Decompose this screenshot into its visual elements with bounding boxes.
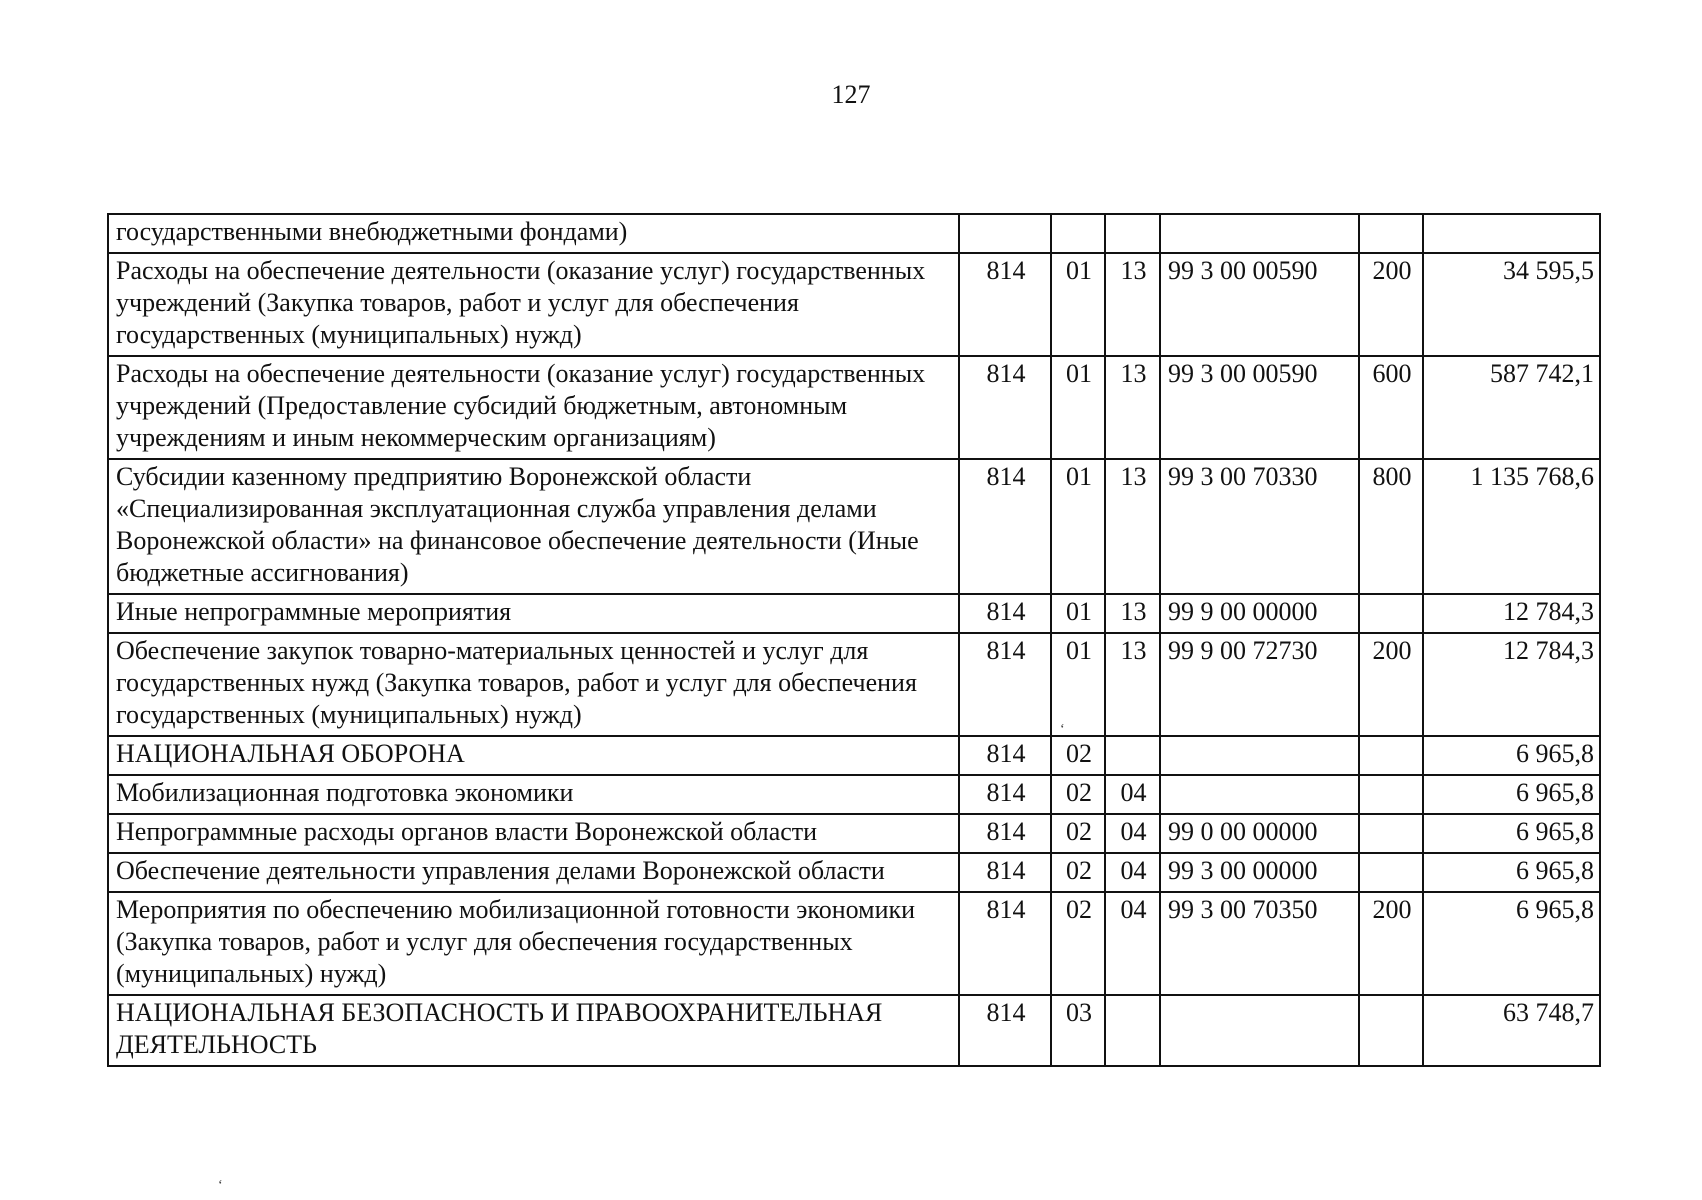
section-code-cell: 02 — [1051, 892, 1105, 995]
row-name-cell: Иные непрограммные мероприятия — [108, 594, 959, 633]
section-code-cell — [1051, 214, 1105, 253]
expense-type-code-cell — [1359, 775, 1423, 814]
target-article-code-cell: 99 3 00 00590 — [1160, 253, 1359, 356]
section-code-cell: 02 — [1051, 814, 1105, 853]
row-name-cell: Субсидии казенному предприятию Воронежской области «Специализированная эксплуатационная служба управления делами Воронежской области» на финансовое обеспечение деятельности (Иные бюджетные ассигнования) — [108, 459, 959, 594]
amount-cell: 6 965,8 — [1423, 736, 1600, 775]
table-row — [108, 594, 1600, 633]
table-row — [108, 356, 1600, 459]
table-row — [108, 214, 1600, 253]
expense-type-code-cell: 200 — [1359, 253, 1423, 356]
expense-type-code-cell: 600 — [1359, 356, 1423, 459]
target-article-code-cell: 99 3 00 00000 — [1160, 853, 1359, 892]
subsection-code-cell: 13 — [1105, 633, 1160, 736]
budget-table — [107, 213, 1601, 1067]
amount-cell: 34 595,5 — [1423, 253, 1600, 356]
target-article-code-cell: 99 3 00 70350 — [1160, 892, 1359, 995]
expense-type-code-cell — [1359, 214, 1423, 253]
expense-type-code-cell — [1359, 853, 1423, 892]
section-code-cell: 01 — [1051, 459, 1105, 594]
section-code-cell: 02 — [1051, 775, 1105, 814]
subsection-code-cell — [1105, 995, 1160, 1066]
section-code-cell: 01 — [1051, 633, 1105, 736]
amount-cell: 6 965,8 — [1423, 775, 1600, 814]
expense-type-code-cell: 800 — [1359, 459, 1423, 594]
section-code-cell: 03 — [1051, 995, 1105, 1066]
ministry-code-cell: 814 — [959, 775, 1051, 814]
amount-cell: 6 965,8 — [1423, 892, 1600, 995]
table-row — [108, 775, 1600, 814]
table-row — [108, 814, 1600, 853]
row-name-cell: Расходы на обеспечение деятельности (оказание услуг) государственных учреждений (Предоставление субсидий бюджетным, автономным учреждениям и иным некоммерческим организациям) — [108, 356, 959, 459]
row-name-cell: Обеспечение деятельности управления делами Воронежской области — [108, 853, 959, 892]
ministry-code-cell: 814 — [959, 892, 1051, 995]
expense-type-code-cell — [1359, 594, 1423, 633]
target-article-code-cell: 99 3 00 70330 — [1160, 459, 1359, 594]
subsection-code-cell: 04 — [1105, 814, 1160, 853]
row-name-cell: Мобилизационная подготовка экономики — [108, 775, 959, 814]
table-row — [108, 995, 1600, 1066]
scan-mark: ‘ — [218, 1178, 223, 1193]
subsection-code-cell — [1105, 736, 1160, 775]
row-name-cell: Обеспечение закупок товарно-материальных ценностей и услуг для государственных нужд (Закупка товаров, работ и услуг для обеспечения государственных (муниципальных) нужд) — [108, 633, 959, 736]
section-code-cell: 01 — [1051, 356, 1105, 459]
amount-cell: 1 135 768,6 — [1423, 459, 1600, 594]
section-code-cell: 01 — [1051, 253, 1105, 356]
row-name-cell: Расходы на обеспечение деятельности (оказание услуг) государственных учреждений (Закупка товаров, работ и услуг для обеспечения государственных (муниципальных) нужд) — [108, 253, 959, 356]
amount-cell: 63 748,7 — [1423, 995, 1600, 1066]
subsection-code-cell: 13 — [1105, 459, 1160, 594]
subsection-code-cell — [1105, 214, 1160, 253]
target-article-code-cell — [1160, 736, 1359, 775]
table-row — [108, 633, 1600, 736]
amount-cell: 12 784,3 — [1423, 594, 1600, 633]
table-row — [108, 892, 1600, 995]
section-code-cell: 01 — [1051, 594, 1105, 633]
target-article-code-cell — [1160, 775, 1359, 814]
ministry-code-cell: 814 — [959, 459, 1051, 594]
table-row — [108, 459, 1600, 594]
target-article-code-cell: 99 3 00 00590 — [1160, 356, 1359, 459]
subsection-code-cell: 04 — [1105, 892, 1160, 995]
amount-cell: 6 965,8 — [1423, 814, 1600, 853]
target-article-code-cell: 99 9 00 72730 — [1160, 633, 1359, 736]
section-code-cell: 02 — [1051, 853, 1105, 892]
budget-table-body — [108, 214, 1600, 1066]
row-name-cell: Непрограммные расходы органов власти Воронежской области — [108, 814, 959, 853]
expense-type-code-cell: 200 — [1359, 633, 1423, 736]
ministry-code-cell: 814 — [959, 633, 1051, 736]
ministry-code-cell — [959, 214, 1051, 253]
ministry-code-cell: 814 — [959, 594, 1051, 633]
expense-type-code-cell — [1359, 814, 1423, 853]
expense-type-code-cell — [1359, 995, 1423, 1066]
ministry-code-cell: 814 — [959, 356, 1051, 459]
table-row — [108, 253, 1600, 356]
target-article-code-cell — [1160, 214, 1359, 253]
ministry-code-cell: 814 — [959, 995, 1051, 1066]
target-article-code-cell — [1160, 995, 1359, 1066]
target-article-code-cell: 99 9 00 00000 — [1160, 594, 1359, 633]
row-name-cell: Мероприятия по обеспечению мобилизационной готовности экономики (Закупка товаров, работ и услуг для обеспечения государственных (муниципальных) нужд) — [108, 892, 959, 995]
subsection-code-cell: 04 — [1105, 853, 1160, 892]
subsection-code-cell: 13 — [1105, 253, 1160, 356]
section-code-cell: 02 — [1051, 736, 1105, 775]
ministry-code-cell: 814 — [959, 814, 1051, 853]
row-name-cell: НАЦИОНАЛЬНАЯ ОБОРОНА — [108, 736, 959, 775]
page-number: 127 — [831, 80, 871, 109]
row-name-cell: НАЦИОНАЛЬНАЯ БЕЗОПАСНОСТЬ И ПРАВООХРАНИТЕЛЬНАЯ ДЕЯТЕЛЬНОСТЬ — [108, 995, 959, 1066]
expense-type-code-cell — [1359, 736, 1423, 775]
scan-mark: ‘ — [1060, 722, 1065, 737]
table-row — [108, 853, 1600, 892]
amount-cell: 587 742,1 — [1423, 356, 1600, 459]
subsection-code-cell: 13 — [1105, 356, 1160, 459]
amount-cell — [1423, 214, 1600, 253]
amount-cell: 6 965,8 — [1423, 853, 1600, 892]
ministry-code-cell: 814 — [959, 253, 1051, 356]
amount-cell: 12 784,3 — [1423, 633, 1600, 736]
ministry-code-cell: 814 — [959, 853, 1051, 892]
ministry-code-cell: 814 — [959, 736, 1051, 775]
subsection-code-cell: 04 — [1105, 775, 1160, 814]
table-row — [108, 736, 1600, 775]
subsection-code-cell: 13 — [1105, 594, 1160, 633]
row-name-cell: государственными внебюджетными фондами) — [108, 214, 959, 253]
expense-type-code-cell: 200 — [1359, 892, 1423, 995]
target-article-code-cell: 99 0 00 00000 — [1160, 814, 1359, 853]
